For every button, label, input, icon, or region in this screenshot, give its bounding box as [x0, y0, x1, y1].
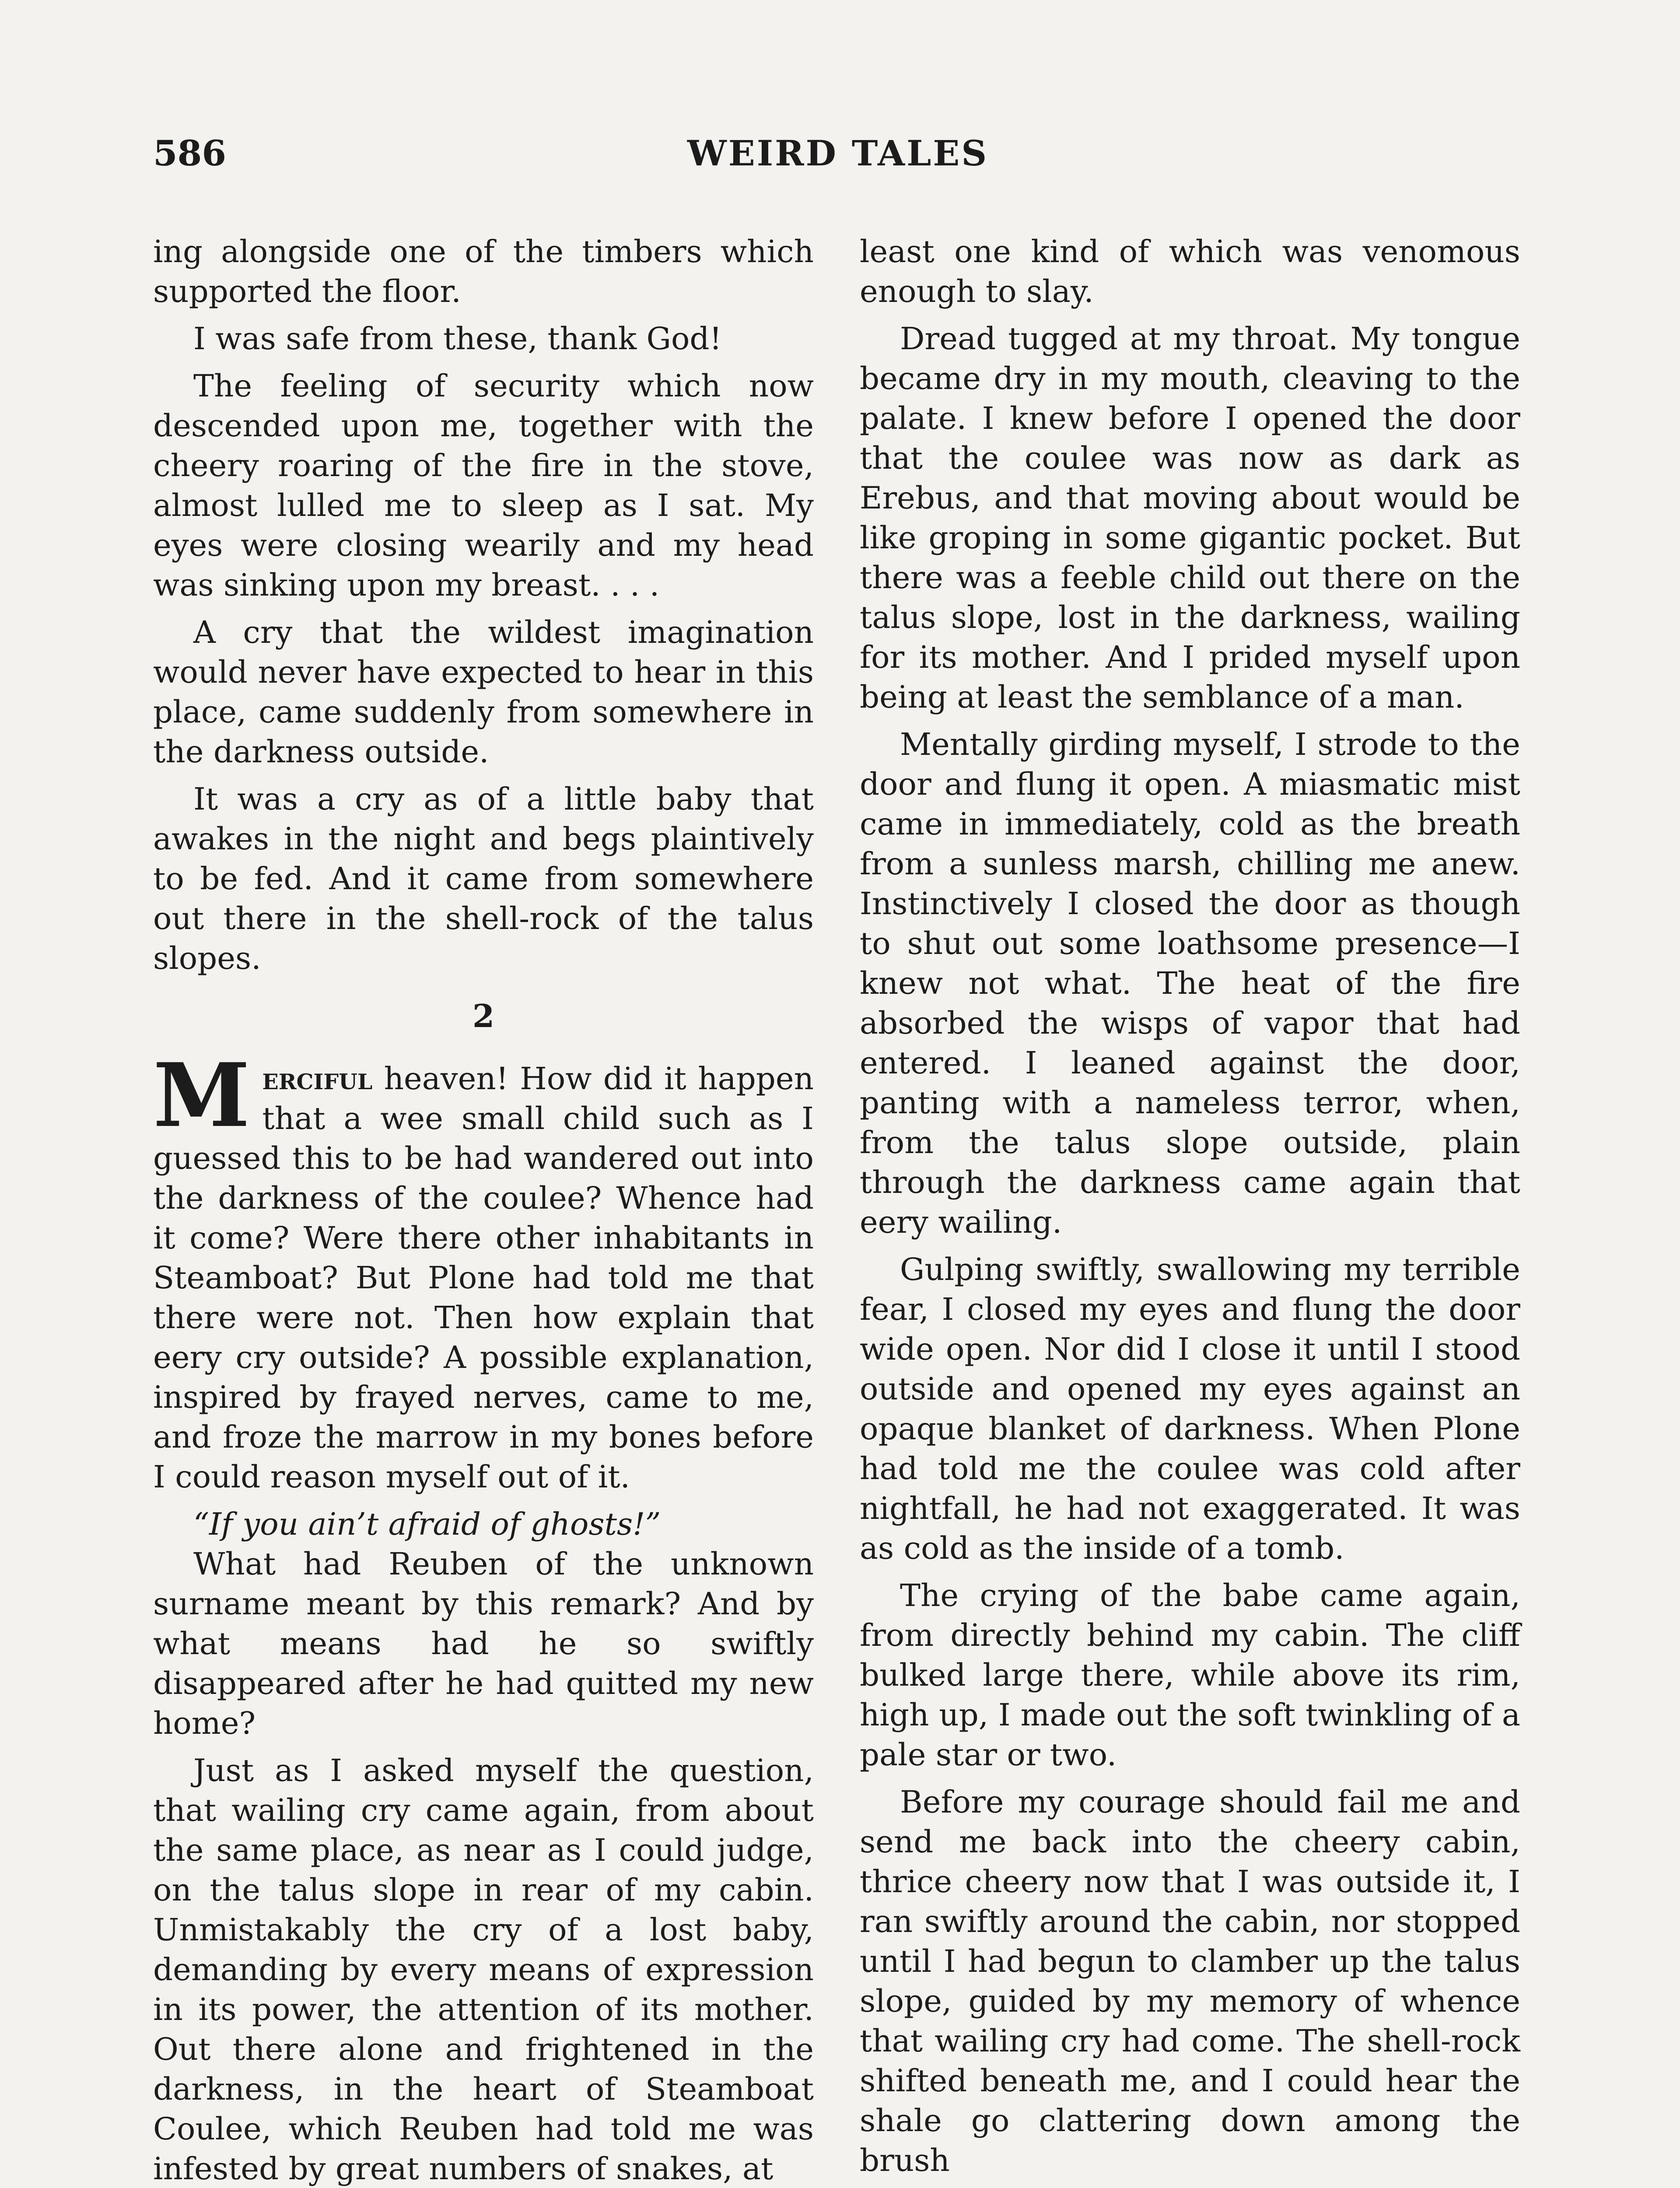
- left-column: [153, 232, 814, 2188]
- paragraph: ing alongside one of the timbers which supported the floor.: [153, 234, 814, 309]
- page-number: 586: [153, 133, 226, 174]
- paragraph: I was safe from these, thank God!: [193, 321, 722, 357]
- right-column: [860, 232, 1520, 2188]
- magazine-title: WEIRD TALES: [687, 133, 989, 174]
- page-header: [153, 131, 1522, 184]
- paragraph: Dread tugged at my throat. My tongue became dry in my mouth, cleaving to the palate. I knew before I opened the door that the coulee was now as dark as Erebus, and that moving about would be like groping in some gigantic pocket. But there was a feeble child out there on the talus slope, lost in the darkness, wailing for its mother. And I prided myself upon being at least the semblance of a man.: [860, 321, 1520, 715]
- section-number: 2: [472, 997, 495, 1034]
- paragraph: Gulping swiftly, swallowing my terrible fear, I closed my eyes and flung the door wide open. Nor did I close it until I stood outside and opened my eyes against an opaque blanket of darkness. When Plone had told me the coulee was cold after nightfall, he had not exaggerated. It was as cold as the inside of a tomb.: [860, 1252, 1520, 1566]
- paragraph: It was a cry as of a little baby that awakes in the night and begs plaintively to be fed. And it came from somewhere out there in the shell-rock of the talus slopes.: [153, 781, 814, 976]
- paragraph: least one kind of which was venomous enough to slay.: [860, 234, 1520, 309]
- drop-cap-letter: M: [153, 1044, 250, 1147]
- paragraph-text: heaven! How did it happen that a wee small child such as I guessed this to be had wandered out into the darkness of the coulee? Whence had it come? Were there other inhabitants in Steamboat? But Plone had told me that there were not. Then how explain that eery cry outside? A possible explanation, inspired by frayed nerves, came to me, and froze the marrow in my bones before I could reason myself out of it.: [153, 1061, 814, 1495]
- small-caps-lead: erciful: [262, 1060, 373, 1097]
- paragraph: Before my courage should fail me and send me back into the cheery cabin, thrice cheery now that I was outside it, I ran swiftly around the cabin, nor stopped until I had begun to clamber up the talus slope, guided by my memory of whence that wailing cry had come. The shell-rock shifted beneath me, and I could hear the shale go clattering down among the brush: [860, 1784, 1520, 2178]
- paragraph: The crying of the babe came again, from directly behind my cabin. The cliff bulked large there, while above its rim, high up, I made out the soft twinkling of a pale star or two.: [860, 1578, 1520, 1773]
- paragraph: Just as I asked myself the question, that wailing cry came again, from about the same place, as near as I could judge, on the talus slope in rear of my cabin. Unmistakably the cry of a lost baby, demanding by every means of expression in its power, the attention of its mother. Out there alone and frightened in the darkness, in the heart of Steamboat Coulee, which Reuben had told me was infested by great numbers of snakes, at: [153, 1753, 814, 2187]
- paragraph: The feeling of security which now descended upon me, together with the cheery roaring of the fire in the stove, almost lulled me to sleep as I sat. My eyes were closing wearily and my head was sinking upon my breast. . . .: [153, 368, 814, 603]
- paragraph: Mentally girding myself, I strode to the door and flung it open. A miasmatic mist came in immediately, cold as the breath from a sunless marsh, chilling me anew. Instinctively I closed the door as though to shut out some loathsome presence—I knew not what. The heat of the fire absorbed the wisps of vapor that had entered. I leaned against the door, panting with a nameless terror, when, from the talus slope outside, plain through the darkness came again that eery wailing.: [860, 726, 1520, 1240]
- dropcap-paragraph: [153, 1044, 814, 1497]
- quoted-line: “If you ain’t afraid of ghosts!”: [193, 1506, 661, 1542]
- paragraph: A cry that the wildest imagination would never have expected to hear in this place, came suddenly from somewhere in the darkness outside.: [153, 614, 814, 770]
- paragraph: What had Reuben of the unknown surname meant by this remark? And by what means had he so swiftly disappeared after he had quitted my new home?: [153, 1546, 814, 1741]
